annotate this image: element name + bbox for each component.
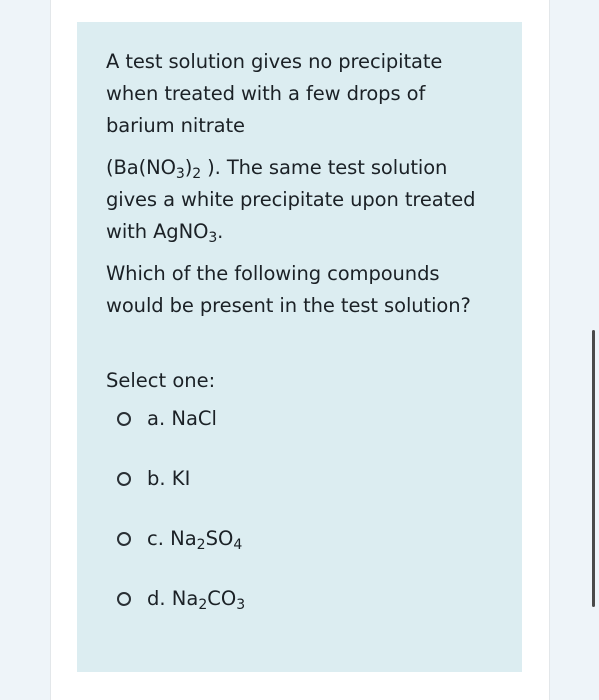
question-text-paragraph-2: ($Ba(NO_3)_2$ ). The same test solution gives a white precipitate upon treated with AgNO$_3$. <box>106 156 476 247</box>
question-text-paragraph-1: A test solution gives no precipitate when treated with a few drops of barium nitrate <box>106 50 443 137</box>
select-one-prompt: Select one: <box>106 369 216 392</box>
radio-unselected-icon[interactable] <box>117 592 131 606</box>
answer-option-d[interactable] <box>117 585 494 613</box>
radio-unselected-icon[interactable] <box>117 532 131 546</box>
question-box <box>77 22 522 672</box>
answer-option-a[interactable] <box>117 405 494 433</box>
answer-label-b[interactable]: b. KI <box>147 467 191 490</box>
scrollbar[interactable] <box>592 330 595 607</box>
answer-label-a[interactable]: a. NaCl <box>147 407 217 430</box>
answer-option-c[interactable] <box>117 525 494 553</box>
radio-unselected-icon[interactable] <box>117 472 131 486</box>
question-text-paragraph-3: Which of the following compounds would be present in the test solution? <box>106 262 471 317</box>
answer-label-d[interactable]: d. $Na_2CO_3$ <box>147 587 246 614</box>
answer-options <box>106 405 494 613</box>
answer-label-c[interactable]: c. $Na_2SO_4$ <box>147 527 243 554</box>
answer-option-b[interactable] <box>117 465 494 493</box>
radio-unselected-icon[interactable] <box>117 412 131 426</box>
